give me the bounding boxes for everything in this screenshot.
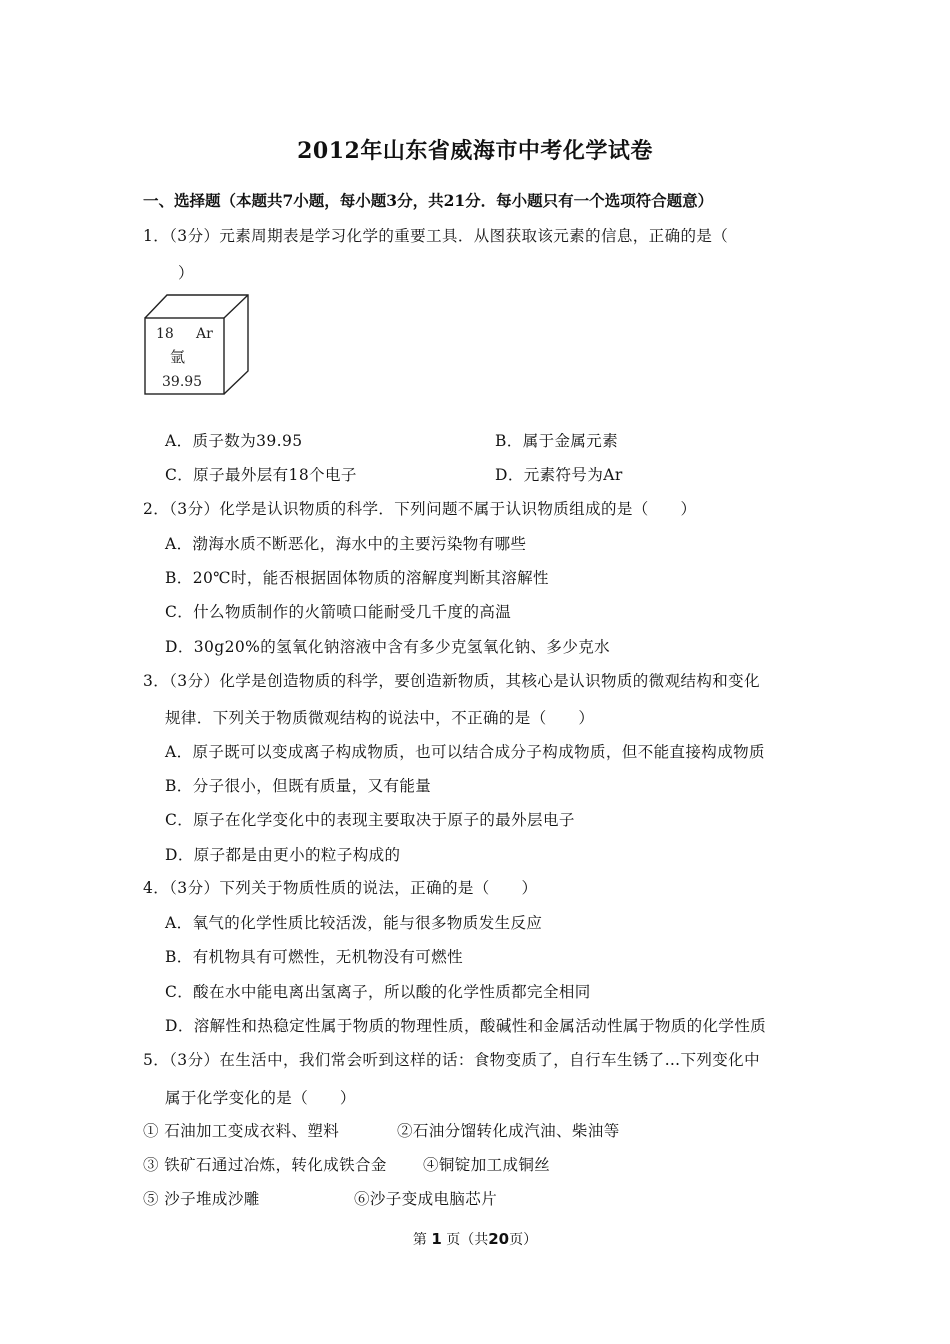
q1-option-c: C．原子最外层有18个电子: [165, 466, 357, 484]
question-3-text: 3．（3分）化学是创造物质的科学，要创造新物质，其核心是认识物质的微观结构和变化: [143, 672, 760, 690]
q1-option-b: B．属于金属元素: [495, 432, 619, 450]
question-4-text: 4．（3分）下列关于物质性质的说法，正确的是（ ）: [143, 879, 538, 897]
question-5-text-cont: 属于化学变化的是（ ）: [165, 1089, 356, 1107]
q4-option-a: A．氧气的化学性质比较活泼，能与很多物质发生反应: [165, 914, 543, 932]
q2-option-a: A．渤海水质不断恶化，海水中的主要污染物有哪些: [165, 535, 527, 553]
section-heading: 一、选择题（本题共7小题，每小题3分，共21分．每小题只有一个选项符合题意）: [143, 191, 714, 210]
page-footer: [0, 1229, 950, 1249]
element-name: 氩: [170, 348, 186, 366]
q3-option-a: A．原子既可以变成离子构成物质，也可以结合成分子构成物质，但不能直接构成物质: [165, 743, 765, 761]
q2-option-c: C．什么物质制作的火箭喷口能耐受几千度的高温: [165, 603, 512, 621]
q4-option-b: B．有机物具有可燃性，无机物没有可燃性: [165, 948, 463, 966]
footer-total-pages: 20: [488, 1230, 510, 1248]
element-mass: 39.95: [162, 374, 203, 390]
question-2-text: 2．（3分）化学是认识物质的科学．下列问题不属于认识物质组成的是（ ）: [143, 500, 697, 518]
question-5-text: 5．（3分）在生活中，我们常会听到这样的话：食物变质了，自行车生锈了…下列变化中: [143, 1051, 760, 1069]
element-symbol: Ar: [196, 326, 213, 342]
q1-option-a: A．质子数为39.95: [165, 432, 303, 450]
element-tile-figure: [140, 290, 255, 400]
q3-option-b: B．分子很小，但既有质量，又有能量: [165, 777, 432, 795]
q3-option-c: C．原子在化学变化中的表现主要取决于原子的最外层电子: [165, 811, 575, 829]
q4-option-d: D．溶解性和热稳定性属于物质的物理性质，酸碱性和金属活动性属于物质的化学性质: [165, 1017, 767, 1035]
q5-item-2: ②石油分馏转化成汽油、柴油等: [397, 1122, 620, 1140]
q2-option-d: D．30g20%的氢氧化钠溶液中含有多少克氢氧化钠、多少克水: [165, 638, 611, 656]
q5-item-5: ⑤ 沙子堆成沙雕: [143, 1190, 260, 1208]
question-1-text-cont: ）: [178, 264, 194, 282]
q4-option-c: C．酸在水中能电离出氢离子，所以酸的化学性质都完全相同: [165, 983, 591, 1001]
page-title: 2012年山东省威海市中考化学试卷: [297, 138, 653, 164]
question-3-text-cont: 规律．下列关于物质微观结构的说法中，不正确的是（ ）: [165, 709, 595, 727]
q1-option-d: D．元素符号为Ar: [495, 466, 623, 484]
q5-item-6: ⑥沙子变成电脑芯片: [354, 1190, 498, 1208]
q5-item-3: ③ 铁矿石通过冶炼，转化成铁合金: [143, 1156, 387, 1174]
q5-item-1: ① 石油加工变成衣料、塑料: [143, 1122, 340, 1140]
footer-suffix: 页）: [509, 1232, 538, 1248]
footer-middle: 页（共: [446, 1232, 489, 1248]
footer-page-number: 1: [431, 1230, 442, 1248]
footer-prefix: 第: [412, 1232, 427, 1248]
q5-item-4: ④铜锭加工成铜丝: [423, 1156, 551, 1174]
element-number: 18: [156, 326, 174, 342]
question-1-text: 1．（3分）元素周期表是学习化学的重要工具．从图获取该元素的信息，正确的是（: [143, 227, 729, 245]
q2-option-b: B．20℃时，能否根据固体物质的溶解度判断其溶解性: [165, 569, 549, 587]
q3-option-d: D．原子都是由更小的粒子构成的: [165, 846, 401, 864]
